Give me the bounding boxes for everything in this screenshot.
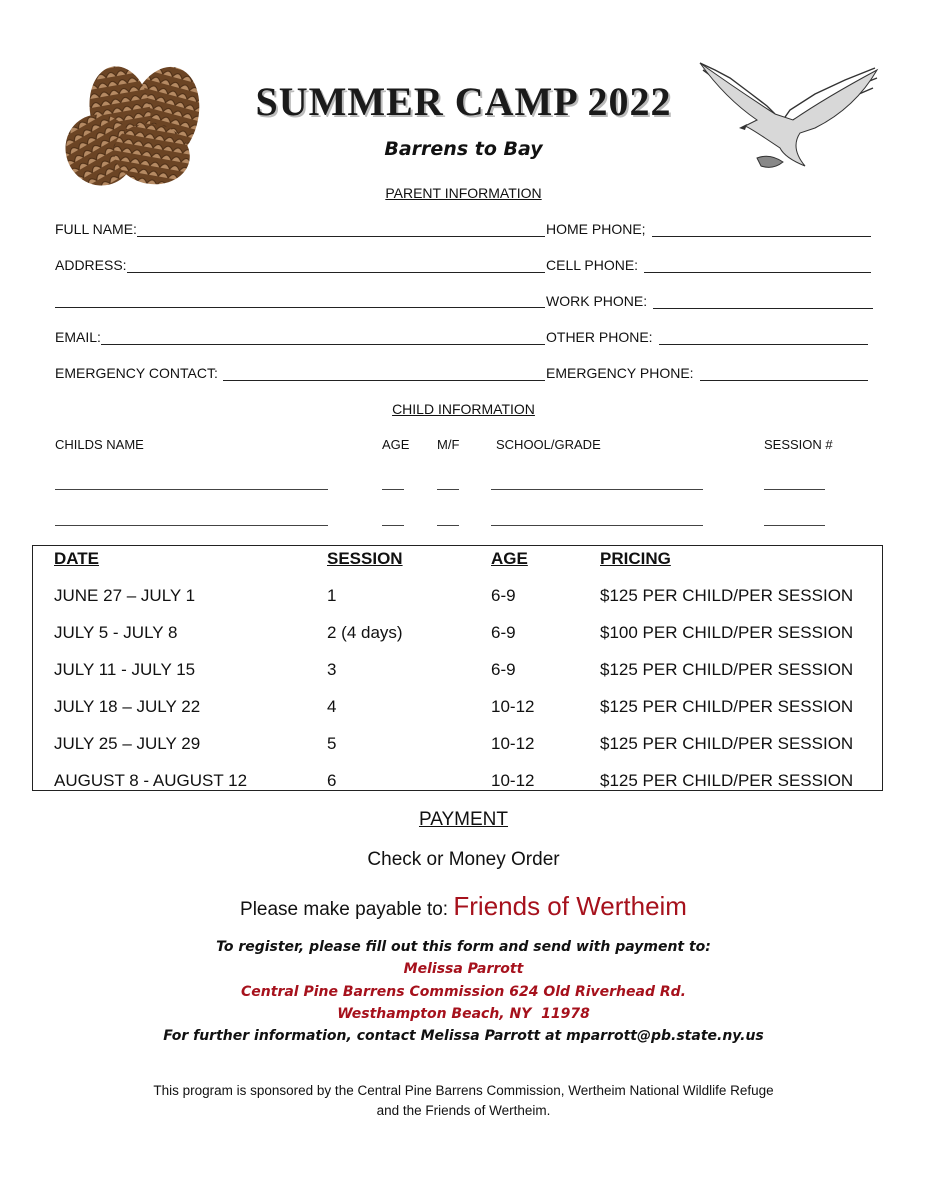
- child-session-input[interactable]: [764, 489, 825, 490]
- pricing-cell: $125 PER CHILD/PER SESSION: [600, 771, 854, 790]
- pricing-cell: $125 PER CHILD/PER SESSION: [600, 660, 854, 679]
- session-cell: 6: [327, 771, 337, 790]
- home-phone-field[interactable]: [546, 221, 871, 237]
- child-mf-input[interactable]: [437, 525, 459, 526]
- emergency-contact-field[interactable]: [55, 365, 545, 381]
- childs-name-header: CHILDS NAME: [55, 437, 144, 452]
- parent-info-heading: PARENT INFORMATION: [385, 185, 542, 201]
- date-column-header: DATE: [54, 549, 100, 568]
- age-cell: 6-9: [491, 586, 516, 605]
- other-phone-field[interactable]: [546, 329, 868, 345]
- mf-header: M/F: [437, 437, 460, 452]
- address-line-1: Central Pine Barrens Commission 624 Old Riverhead Rd.: [241, 984, 686, 1000]
- pricing-cell: $125 PER CHILD/PER SESSION: [600, 734, 854, 753]
- sponsor-line-2: and the Friends of Wertheim.: [376, 1103, 551, 1118]
- date-cell: JULY 18 – JULY 22: [54, 697, 201, 716]
- address-label: ADDRESS:: [55, 257, 127, 273]
- child-mf-input[interactable]: [437, 489, 459, 490]
- date-cell: AUGUST 8 - AUGUST 12: [54, 771, 248, 790]
- emergency-contact-label: EMERGENCY CONTACT:: [55, 365, 218, 381]
- address-line-2: Westhampton Beach, NY 11978: [337, 1006, 590, 1022]
- page-subtitle: Barrens to Bay: [384, 138, 543, 160]
- cell-phone-label: CELL PHONE:: [546, 257, 639, 273]
- child-school-input[interactable]: [491, 525, 703, 526]
- work-phone-label: WORK PHONE:: [546, 293, 648, 309]
- address-field[interactable]: [55, 257, 545, 273]
- date-cell: JULY 25 – JULY 29: [54, 734, 201, 753]
- session-cell: 2 (4 days): [327, 623, 403, 642]
- session-cell: 3: [327, 660, 337, 679]
- pricing-cell: $125 PER CHILD/PER SESSION: [600, 586, 854, 605]
- other-phone-label: OTHER PHONE:: [546, 329, 653, 345]
- sponsor-line-1: This program is sponsored by the Central Pine Barrens Commission, Wertheim National Wildlife Refuge: [153, 1083, 774, 1098]
- date-cell: JULY 11 - JULY 15: [54, 660, 196, 679]
- child-info-heading: CHILD INFORMATION: [392, 401, 535, 417]
- emergency-phone-label: EMERGENCY PHONE:: [546, 365, 694, 381]
- work-phone-field[interactable]: [546, 293, 873, 309]
- pricing-cell: $100 PER CHILD/PER SESSION: [600, 623, 854, 642]
- email-field[interactable]: [55, 329, 545, 345]
- session-cell: 1: [327, 586, 337, 605]
- full-name-field[interactable]: [55, 221, 545, 237]
- age-cell: 10-12: [491, 734, 535, 753]
- email-label: EMAIL:: [55, 329, 101, 345]
- session-column-header: SESSION: [327, 549, 403, 568]
- session-cell: 4: [327, 697, 337, 716]
- session-table: [32, 545, 883, 791]
- child-name-input[interactable]: [55, 489, 328, 490]
- age-cell: 10-12: [491, 697, 535, 716]
- contact-name: Melissa Parrott: [403, 961, 524, 977]
- payable-to: Friends of Wertheim: [453, 891, 687, 921]
- date-cell: JUNE 27 – JULY 1: [54, 586, 196, 605]
- school-grade-header: SCHOOL/GRADE: [496, 437, 601, 452]
- age-header: AGE: [382, 437, 410, 452]
- child-name-input[interactable]: [55, 525, 328, 526]
- child-age-input[interactable]: [382, 525, 404, 526]
- age-cell: 10-12: [491, 771, 535, 790]
- age-cell: 6-9: [491, 660, 516, 679]
- session-num-header: SESSION #: [764, 437, 833, 452]
- payment-method: Check or Money Order: [367, 849, 560, 870]
- child-session-input[interactable]: [764, 525, 825, 526]
- payment-heading: PAYMENT: [418, 809, 509, 830]
- pricing-column-header: PRICING: [600, 549, 671, 568]
- further-info: For further information, contact Melissa Parrott at mparrott@pb.state.ny.us: [163, 1028, 764, 1044]
- age-cell: 6-9: [491, 623, 516, 642]
- page-title: SUMMER CAMP 2022: [255, 79, 672, 124]
- child-school-input[interactable]: [491, 489, 703, 490]
- date-cell: JULY 5 - JULY 8: [54, 623, 178, 642]
- address-line2-field[interactable]: [55, 293, 545, 308]
- cell-phone-field[interactable]: [546, 257, 871, 273]
- full-name-label: FULL NAME:: [55, 221, 137, 237]
- payable-line: [0, 891, 927, 922]
- home-phone-label: HOME PHONE;: [546, 221, 646, 237]
- emergency-phone-field[interactable]: [546, 365, 868, 381]
- age-column-header: AGE: [491, 549, 528, 568]
- register-instructions: To register, please fill out this form and send with payment to:: [216, 939, 711, 955]
- pricing-cell: $125 PER CHILD/PER SESSION: [600, 697, 854, 716]
- child-age-input[interactable]: [382, 489, 404, 490]
- payable-prefix: Please make payable to:: [240, 899, 449, 920]
- session-cell: 5: [327, 734, 337, 753]
